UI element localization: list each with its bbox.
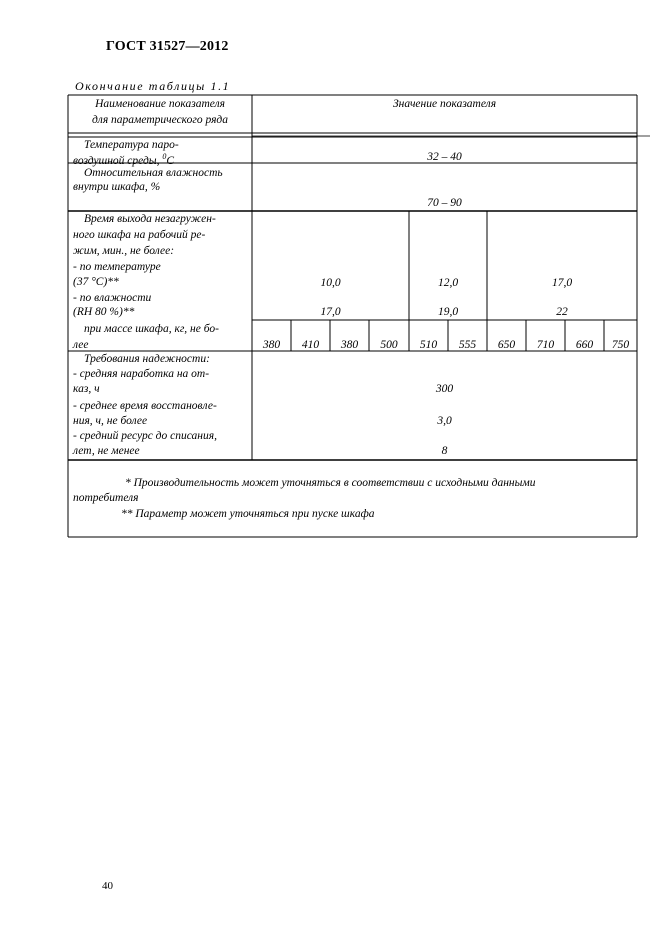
document-header: ГОСТ 31527—2012 bbox=[106, 39, 229, 54]
exit-time-temp-group2: 12,0 bbox=[437, 277, 459, 289]
head-col2: Значение показателя bbox=[392, 98, 497, 110]
mass-value-9: 660 bbox=[575, 339, 594, 351]
head-col1-line2: для параметрического ряда bbox=[91, 114, 228, 126]
exit-time-label-line4: - по температуре bbox=[73, 261, 161, 273]
mass-label-line2: лее bbox=[73, 339, 89, 351]
reliability-label-line5: ния, ч, не более bbox=[73, 415, 148, 427]
reliability-lifetime-value: 8 bbox=[441, 445, 448, 457]
exit-time-temp-group3: 17,0 bbox=[551, 277, 573, 289]
note-2: ** Параметр может уточняться при пуске шкафа bbox=[121, 508, 375, 520]
mass-value-1: 380 bbox=[262, 339, 281, 351]
reliability-label-line1: Требования надежности: bbox=[84, 353, 210, 365]
reliability-recovery-value: 3,0 bbox=[437, 415, 452, 427]
table-caption: Окончание таблицы 1.1 bbox=[75, 79, 231, 93]
reliability-label-line7: лет, не менее bbox=[73, 445, 140, 457]
exit-time-humid-group3: 22 bbox=[556, 306, 568, 318]
humidity-label-line2: внутри шкафа, % bbox=[73, 181, 161, 193]
reliability-label-line3: каз, ч bbox=[73, 383, 100, 395]
exit-time-label-line2: ного шкафа на рабочий ре- bbox=[73, 229, 206, 241]
note-1-line1: * Производительность может уточняться в соответствии с исходными данными bbox=[125, 477, 536, 489]
mass-value-6: 555 bbox=[458, 339, 477, 351]
page-number: 40 bbox=[102, 880, 113, 892]
temperature-label-line1: Температура паро- bbox=[84, 139, 179, 151]
temperature-label-line2: воздушной среды, $^0$С bbox=[73, 152, 175, 167]
note-1-line2: потребителя bbox=[73, 492, 139, 504]
mass-value-8: 710 bbox=[536, 339, 555, 351]
reliability-label-line4: - среднее время восстановле- bbox=[73, 400, 217, 412]
exit-time-label-line3: жим, мин., не более: bbox=[73, 245, 175, 257]
exit-time-label-line7: (RH 80 %)** bbox=[73, 306, 135, 318]
exit-time-humid-group2: 19,0 bbox=[437, 306, 459, 318]
exit-time-label-line5: (37 °С)** bbox=[73, 276, 119, 288]
exit-time-temp-group1: 10,0 bbox=[320, 277, 341, 289]
exit-time-humid-group1: 17,0 bbox=[320, 306, 341, 318]
humidity-label-line1: Относительная влажность bbox=[84, 167, 223, 179]
temperature-value: 32 – 40 bbox=[427, 151, 462, 163]
mass-value-2: 410 bbox=[301, 339, 320, 351]
reliability-label-line2: - средняя наработка на от- bbox=[73, 368, 210, 380]
mass-value-5: 510 bbox=[419, 339, 438, 351]
head-col1-line1: Наименование показателя bbox=[95, 98, 225, 110]
mass-label-line1: при массе шкафа, кг, не бо- bbox=[84, 323, 219, 335]
reliability-label-line6: - средний ресурс до списания, bbox=[73, 430, 217, 442]
exit-time-label-line1: Время выхода незагружен- bbox=[84, 213, 216, 225]
mass-value-10: 750 bbox=[611, 339, 630, 351]
humidity-value: 70 – 90 bbox=[427, 197, 462, 209]
mass-value-4: 500 bbox=[380, 339, 398, 351]
reliability-mtbf-value: 300 bbox=[435, 383, 454, 395]
exit-time-label-line6: - по влажности bbox=[73, 292, 152, 304]
mass-value-3: 380 bbox=[340, 339, 359, 351]
mass-value-7: 650 bbox=[497, 339, 516, 351]
